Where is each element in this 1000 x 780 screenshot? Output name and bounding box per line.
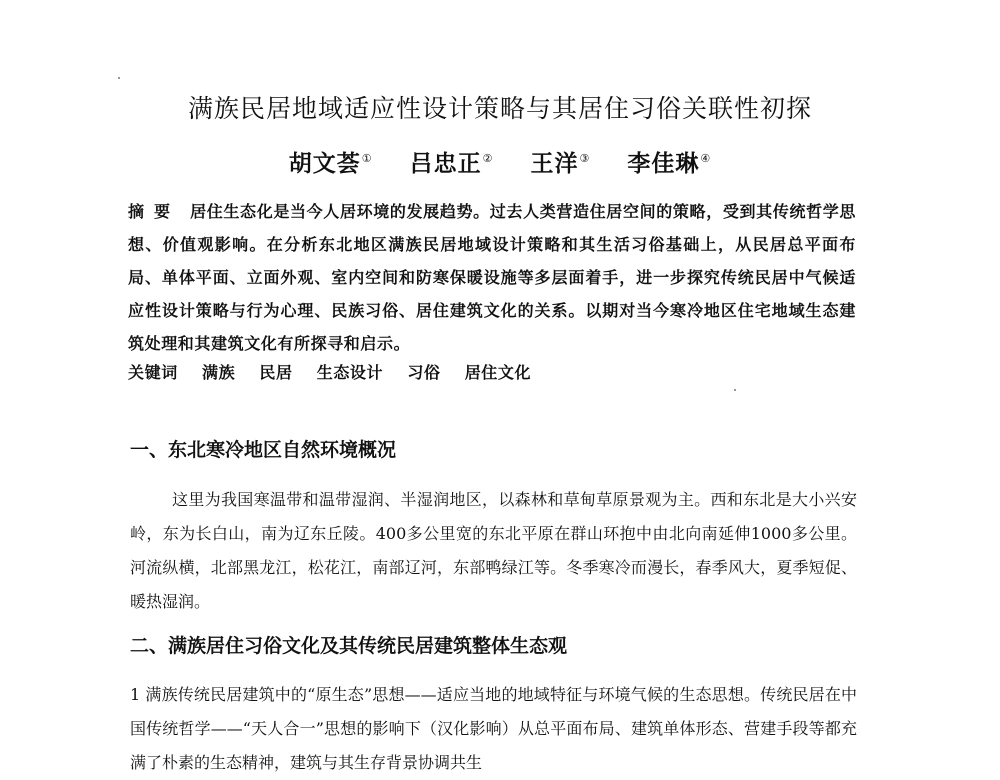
author-2: [410, 150, 494, 177]
author-3: [531, 150, 591, 177]
abstract-label: 摘要: [128, 202, 181, 221]
author-name: 吕忠正: [409, 149, 482, 177]
author-mark: ②: [482, 152, 494, 165]
author-name: 胡文荟: [288, 149, 361, 177]
keyword: 习俗: [407, 363, 441, 382]
section-heading-2: 二、满族居住习俗文化及其传统民居建筑整体生态观: [130, 635, 568, 657]
abstract-text: 居住生态化是当今人居环境的发展趋势。过去人类营造住居空间的策略，受到其传统哲学思想、价值观影响。在分析东北地区满族民居地域设计策略和其生活习俗基础上，从民居总平面布局、单体平面、立面外观、室内空间和防寒保暖设施等多层面着手，进一步探究传统民居中气候适应性设计策略与行为心理、民族习俗、居住建筑文化的关系。以期对当今寒冷地区住宅地域生态建筑处理和其建筑文化有所探寻和启示。: [128, 202, 856, 353]
keywords: [128, 360, 549, 386]
author-name: 李佳琳: [627, 149, 700, 177]
author-mark: ③: [579, 152, 591, 165]
abstract: [128, 195, 856, 360]
paper-title: 满族民居地域适应性设计策略与其居住习俗关联性初探: [187, 94, 812, 123]
author-name: 王洋: [530, 149, 579, 177]
section-heading-1: 一、东北寒冷地区自然环境概况: [130, 439, 397, 461]
author-mark: ①: [361, 152, 373, 165]
scan-speck: [118, 77, 120, 79]
scan-speck: [734, 389, 736, 391]
keyword: 居住文化: [464, 363, 532, 382]
section-body-1: 这里为我国寒温带和温带湿润、半湿润地区，以森林和草甸草原景观为主。西和东北是大小兴安岭，东为长白山，南为辽东丘陵。400多公里宽的东北平原在群山环抱中由北向南延伸1000多公里。河流纵横，北部黑龙江，松花江，南部辽河，东部鸭绿江等。冬季寒冷而漫长，春季风大，夏季短促、暖热湿润。: [130, 490, 857, 611]
author-1: [289, 150, 373, 177]
keyword: 生态设计: [316, 363, 384, 382]
author-mark: ④: [700, 152, 712, 165]
section-body-2: 1 满族传统民居建筑中的“原生态”思想——适应当地的地域特征与环境气候的生态思想。传统民居在中国传统哲学——“天人合一”思想的影响下（汉化影响）从总平面布局、建筑单体形态、营建手段等都充满了朴素的生态精神，建筑与其生存背景协调共生: [130, 685, 857, 772]
keyword: 满族: [201, 363, 236, 382]
keywords-label: 关键词: [128, 363, 178, 382]
author-list: [0, 143, 1000, 180]
author-4: [627, 150, 711, 177]
keyword: 民居: [259, 363, 293, 382]
